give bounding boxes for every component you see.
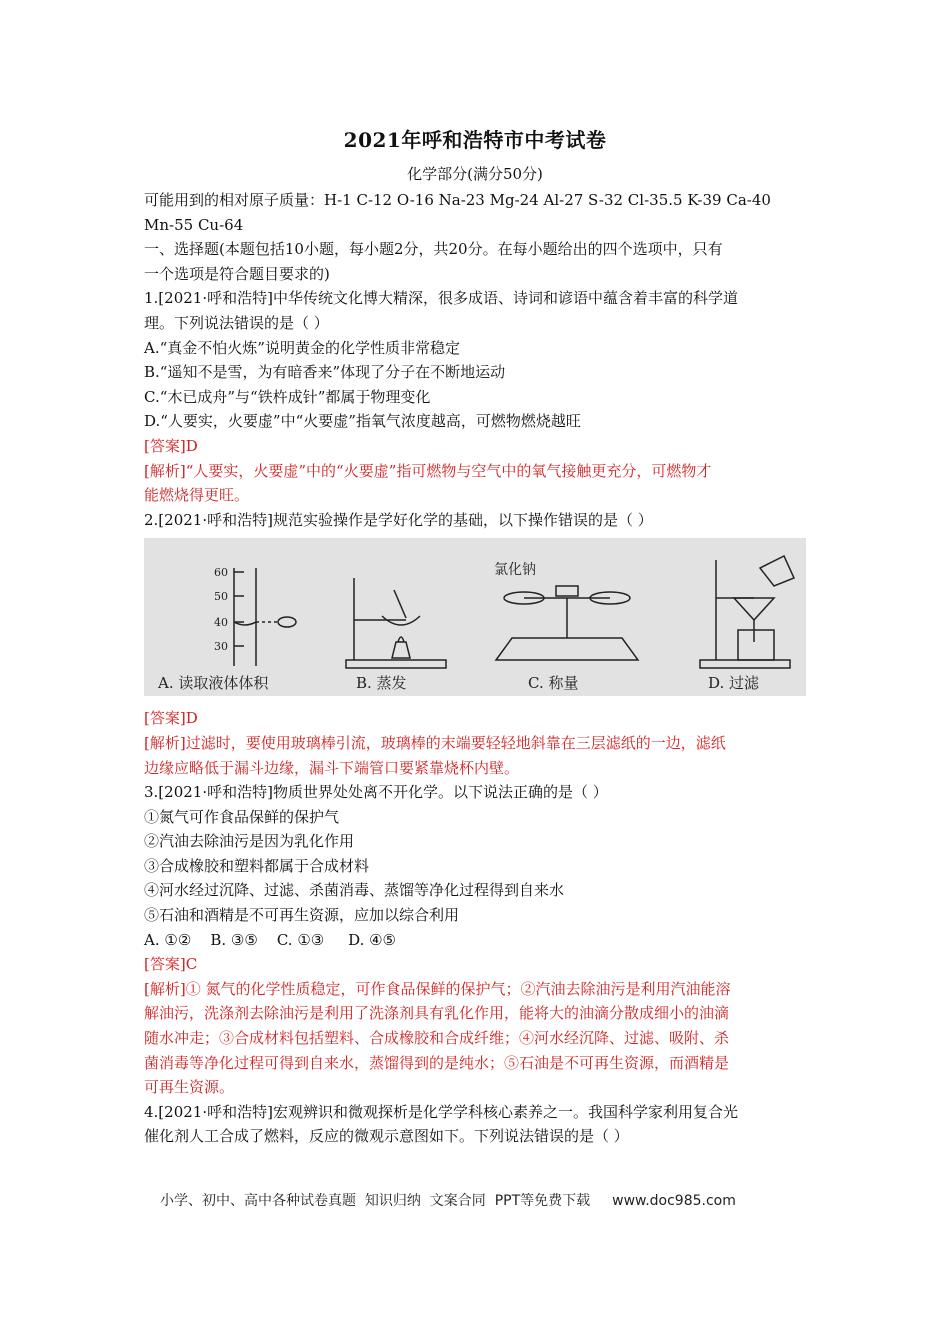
q1-option-c: C.“木已成舟”与“铁杵成针”都属于物理变化: [144, 387, 431, 406]
q1-analysis: [解析]“人要实，火要虚”中的“火要虚”指可燃物与空气中的氧气接触更充分，可燃物才: [144, 461, 712, 480]
footer-text: 小学、初中、高中各种试卷真题 知识归纳 文案合同 PPT等免费下载: [160, 1193, 591, 1209]
q1-analysis: 能燃烧得更旺。: [144, 486, 250, 505]
lab-operations-figure: [144, 538, 806, 696]
cylinder-tick-label: 40: [214, 616, 228, 630]
q3-analysis: 菌消毒等净化过程可得到自来水，蒸馏得到的是纯水；⑤石油是不可再生资源，而酒精是: [144, 1053, 730, 1072]
q1-option-a: A.“真金不怕火炼”说明黄金的化学性质非常稳定: [144, 338, 460, 357]
q3-analysis: 随水冲走；③合成材料包括塑料、合成橡胶和合成纤维；④河水经沉降、过滤、吸附、杀: [144, 1029, 730, 1048]
q1-option-d: D.“人要实，火要虚”中“火要虚”指氧气浓度越高，可燃物燃烧越旺: [144, 412, 581, 431]
footer-url[interactable]: www.doc985.com: [612, 1193, 736, 1209]
figure-caption-d: D. 过滤: [708, 674, 760, 693]
balance-reagent-label: 氯化钠: [494, 562, 536, 579]
q3-stem: 3.[2021·呼和浩特]物质世界处处离不开化学。以下说法正确的是（ ）: [144, 783, 608, 802]
q2-stem: 2.[2021·呼和浩特]规范实验操作是学好化学的基础，以下操作错误的是（ ）: [144, 510, 653, 529]
q3-item: ①氮气可作食品保鲜的保护气: [144, 807, 340, 826]
q3-item: ③合成橡胶和塑料都属于合成材料: [144, 856, 370, 875]
page-subtitle: 化学部分(满分50分): [407, 165, 543, 183]
page-footer: [160, 1190, 736, 1210]
q2-analysis: 边缘应略低于漏斗边缘，漏斗下端管口要紧靠烧杯内壁。: [144, 758, 520, 777]
intro-line: Mn-55 Cu-64: [144, 215, 244, 234]
q3-item: ⑤石油和酒精是不可再生资源，应加以综合利用: [144, 906, 460, 925]
q3-answer: [答案]C: [144, 955, 198, 974]
figure-caption-c: C. 称量: [528, 674, 579, 693]
q1-stem: 1.[2021·呼和浩特]中华传统文化博大精深，很多成语、诗词和谚语中蕴含着丰富的科学道: [144, 289, 738, 308]
q1-answer: [答案]D: [144, 436, 198, 455]
q3-item: ②汽油去除油污是因为乳化作用: [144, 832, 355, 851]
intro-line: 可能用到的相对原子质量：H-1 C-12 O-16 Na-23 Mg-24 Al-27 S-32 Cl-35.5 K-39 Ca-40: [144, 191, 771, 209]
intro-line: 一个选项是符合题目要求的): [144, 264, 330, 283]
q2-analysis: [解析]过滤时，要使用玻璃棒引流，玻璃棒的末端要轻轻地斜靠在三层滤纸的一边，滤纸: [144, 733, 726, 752]
cylinder-tick-label: 50: [214, 590, 228, 604]
intro-line: 一、选择题(本题包括10小题，每小题2分，共20分。在每小题给出的四个选项中，只有: [144, 240, 723, 259]
q1-stem: 理。下列说法错误的是（ ）: [144, 313, 329, 332]
q1-option-b: B.“遥知不是雪，为有暗香来”体现了分子在不断地运动: [144, 363, 506, 382]
exam-page: [144, 124, 806, 1149]
page-title: 2021年呼和浩特市中考试卷: [343, 128, 607, 152]
q3-analysis: 可再生资源。: [144, 1078, 235, 1097]
figure-caption-a: A. 读取液体体积: [158, 674, 269, 693]
cylinder-tick-label: 30: [214, 640, 228, 654]
q3-options: A. ①② B. ③⑤ C. ①③ D. ④⑤: [144, 930, 396, 949]
q2-answer: [答案]D: [144, 709, 198, 728]
q4-stem: 催化剂人工合成了燃料，反应的微观示意图如下。下列说法错误的是（ ）: [144, 1127, 629, 1146]
figure-caption-b: B. 蒸发: [356, 674, 407, 693]
q3-analysis: 解油污，洗涤剂去除油污是利用了洗涤剂具有乳化作用，能将大的油滴分散成细小的油滴: [144, 1004, 730, 1023]
cylinder-tick-label: 60: [214, 566, 228, 580]
q4-stem: 4.[2021·呼和浩特]宏观辨识和微观探析是化学学科核心素养之一。我国科学家利用复合光: [144, 1102, 738, 1121]
q3-item: ④河水经过沉降、过滤、杀菌消毒、蒸馏等净化过程得到自来水: [144, 881, 565, 900]
q3-analysis: [解析]① 氮气的化学性质稳定，可作食品保鲜的保护气；②汽油去除油污是利用汽油能溶: [144, 979, 731, 998]
